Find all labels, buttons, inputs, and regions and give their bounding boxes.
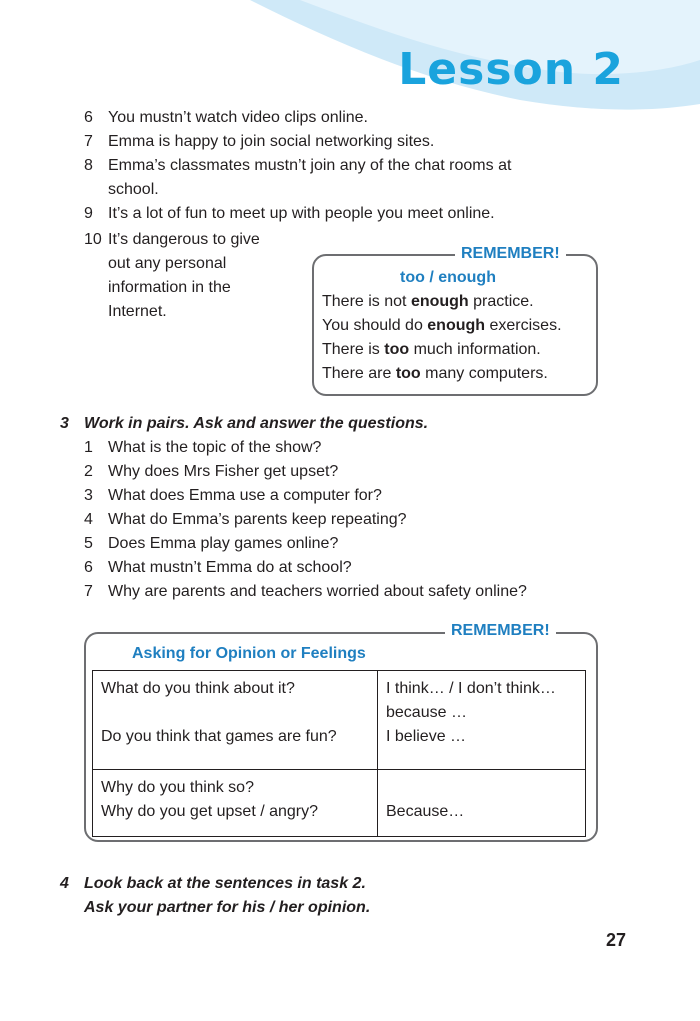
- remember-line: There is too much information.: [322, 341, 541, 358]
- remember-line: There is not enough practice.: [322, 293, 534, 310]
- remember-label: REMEMBER!: [455, 244, 566, 264]
- question-number: 2: [84, 463, 93, 480]
- question-text: What mustn’t Emma do at school?: [108, 559, 352, 576]
- remember-line: There are too many computers.: [322, 365, 548, 382]
- table-cell: Why do you think so? Why do you get upset / angry?: [93, 770, 378, 837]
- statement-number: 6: [84, 109, 93, 126]
- statement-text: It’s dangerous to give: [108, 231, 260, 248]
- question-number: 3: [84, 487, 93, 504]
- question-text: What is the topic of the show?: [108, 439, 322, 456]
- remember-line: You should do enough exercises.: [322, 317, 562, 334]
- statement-text: You mustn’t watch video clips online.: [108, 109, 368, 126]
- task-instruction: Work in pairs. Ask and answer the questions.: [84, 415, 429, 432]
- statement-text: Internet.: [108, 303, 167, 320]
- question-number: 5: [84, 535, 93, 552]
- remember-heading: too / enough: [400, 269, 496, 286]
- statement-text: out any personal: [108, 255, 227, 272]
- task-instruction: Ask your partner for his / her opinion.: [84, 899, 371, 916]
- question-text: What do Emma’s parents keep repeating?: [108, 511, 407, 528]
- task-number: 4: [60, 875, 69, 892]
- question-text: What does Emma use a computer for?: [108, 487, 382, 504]
- table-cell: I think… / I don’t think… because … I believe …: [378, 671, 586, 770]
- remember-label: REMEMBER!: [445, 621, 556, 641]
- statement-text: Emma is happy to join social networking sites.: [108, 133, 435, 150]
- question-number: 6: [84, 559, 93, 576]
- question-number: 1: [84, 439, 93, 456]
- statement-text: Emma’s classmates mustn’t join any of the chat rooms at: [108, 157, 512, 174]
- task-instruction: Look back at the sentences in task 2.: [84, 875, 366, 892]
- table-cell: Because…: [378, 770, 586, 837]
- remember-heading: Asking for Opinion or Feelings: [132, 645, 366, 662]
- table-row: [93, 671, 586, 770]
- page-number: 27: [605, 930, 626, 950]
- statement-number: 8: [84, 157, 93, 174]
- task-number: 3: [60, 415, 69, 432]
- question-text: Does Emma play games online?: [108, 535, 339, 552]
- statement-text: It’s a lot of fun to meet up with people you meet online.: [108, 205, 495, 222]
- statement-number: 7: [84, 133, 93, 150]
- statement-text: school.: [108, 181, 159, 198]
- statement-text: information in the: [108, 279, 231, 296]
- table-row: [93, 770, 586, 837]
- statement-number: 9: [84, 205, 93, 222]
- question-number: 7: [84, 583, 93, 600]
- table-cell: What do you think about it? Do you think that games are fun?: [93, 671, 378, 770]
- statement-number: 10: [84, 231, 102, 248]
- question-text: Why does Mrs Fisher get upset?: [108, 463, 339, 480]
- question-text: Why are parents and teachers worried about safety online?: [108, 583, 527, 600]
- lesson-title: Lesson 2: [398, 44, 624, 95]
- question-number: 4: [84, 511, 93, 528]
- opinion-table: [92, 670, 586, 837]
